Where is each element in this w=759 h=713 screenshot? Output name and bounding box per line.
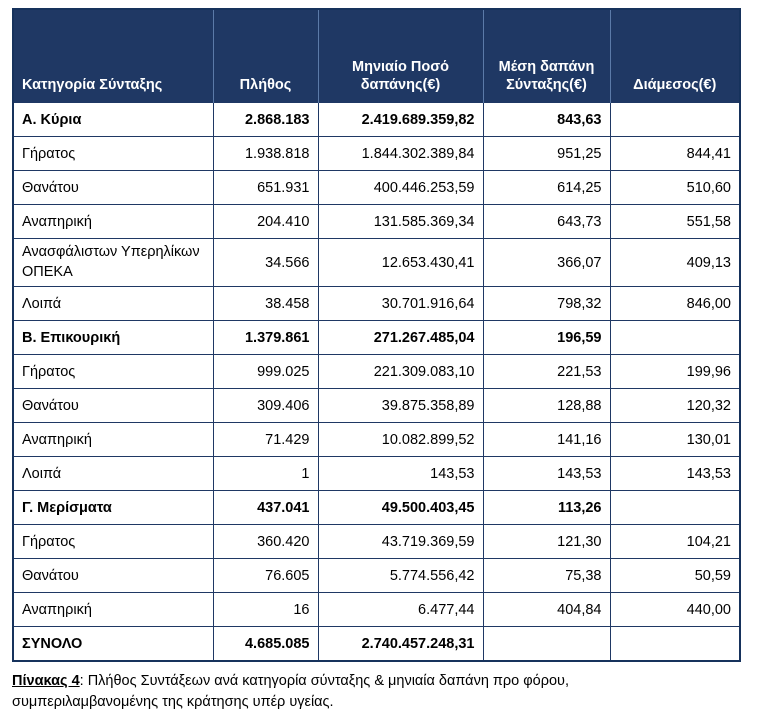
- cell-average-expense: 141,16: [483, 423, 610, 457]
- table-row: [13, 321, 740, 355]
- cell-monthly-amount: 221.309.083,10: [318, 355, 483, 389]
- cell-average-expense: 113,26: [483, 491, 610, 525]
- cell-average-expense: 643,73: [483, 205, 610, 239]
- cell-count: 1: [213, 457, 318, 491]
- cell-category: Αναπηρική: [13, 205, 213, 239]
- cell-median: 130,01: [610, 423, 740, 457]
- cell-count: 1.938.818: [213, 137, 318, 171]
- cell-category: Λοιπά: [13, 457, 213, 491]
- cell-monthly-amount: 39.875.358,89: [318, 389, 483, 423]
- cell-monthly-amount: 400.446.253,59: [318, 171, 483, 205]
- cell-count: 2.868.183: [213, 103, 318, 137]
- cell-category: Γήρατος: [13, 355, 213, 389]
- cell-count: 360.420: [213, 525, 318, 559]
- cell-category: Αναπηρική: [13, 423, 213, 457]
- cell-average-expense: 221,53: [483, 355, 610, 389]
- column-header-count: Πλήθος: [213, 9, 318, 103]
- cell-average-expense: 128,88: [483, 389, 610, 423]
- cell-category: Θανάτου: [13, 559, 213, 593]
- table-row: [13, 355, 740, 389]
- cell-median: 120,32: [610, 389, 740, 423]
- table-row: [13, 287, 740, 321]
- cell-count: 651.931: [213, 171, 318, 205]
- cell-median: [610, 627, 740, 662]
- cell-count: 437.041: [213, 491, 318, 525]
- cell-monthly-amount: 1.844.302.389,84: [318, 137, 483, 171]
- cell-average-expense: 143,53: [483, 457, 610, 491]
- cell-median: 104,21: [610, 525, 740, 559]
- caption-label: Πίνακας 4: [12, 673, 80, 690]
- table-body: [13, 103, 740, 662]
- cell-monthly-amount: 12.653.430,41: [318, 239, 483, 287]
- cell-average-expense: 798,32: [483, 287, 610, 321]
- table-row: [13, 137, 740, 171]
- table-header: [13, 9, 740, 103]
- table-row-total: [13, 627, 740, 662]
- cell-median: [610, 103, 740, 137]
- table-caption: [12, 671, 712, 713]
- cell-count: 4.685.085: [213, 627, 318, 662]
- cell-category: Λοιπά: [13, 287, 213, 321]
- table-row: [13, 423, 740, 457]
- table-header-row: [13, 9, 740, 103]
- cell-count: 204.410: [213, 205, 318, 239]
- caption-text: : Πλήθος Συντάξεων ανά κατηγορία σύνταξης & μηνιαία δαπάνη προ φόρου, συμπεριλαμβανομένης της κράτησης υπέρ υγείας.: [12, 673, 569, 711]
- cell-average-expense: 366,07: [483, 239, 610, 287]
- cell-count: 16: [213, 593, 318, 627]
- table-row: [13, 525, 740, 559]
- cell-count: 76.605: [213, 559, 318, 593]
- cell-median: 409,13: [610, 239, 740, 287]
- cell-median: 143,53: [610, 457, 740, 491]
- cell-median: [610, 321, 740, 355]
- cell-median: 846,00: [610, 287, 740, 321]
- column-header-category: Κατηγορία Σύνταξης: [13, 9, 213, 103]
- cell-median: 440,00: [610, 593, 740, 627]
- column-header-monthly-amount: Μηνιαίο Ποσό δαπάνης(€): [318, 9, 483, 103]
- cell-category: Γήρατος: [13, 137, 213, 171]
- cell-count: 71.429: [213, 423, 318, 457]
- cell-monthly-amount: 49.500.403,45: [318, 491, 483, 525]
- cell-median: 844,41: [610, 137, 740, 171]
- column-header-average-expense: Μέση δαπάνη Σύνταξης(€): [483, 9, 610, 103]
- cell-category: ΣΥΝΟΛΟ: [13, 627, 213, 662]
- cell-category: Θανάτου: [13, 171, 213, 205]
- cell-average-expense: 843,63: [483, 103, 610, 137]
- cell-average-expense: 196,59: [483, 321, 610, 355]
- cell-category: Γήρατος: [13, 525, 213, 559]
- cell-average-expense: 614,25: [483, 171, 610, 205]
- table-row: [13, 239, 740, 287]
- cell-monthly-amount: 30.701.916,64: [318, 287, 483, 321]
- cell-average-expense: 121,30: [483, 525, 610, 559]
- cell-median: [610, 491, 740, 525]
- cell-monthly-amount: 2.419.689.359,82: [318, 103, 483, 137]
- column-header-median: Διάμεσος(€): [610, 9, 740, 103]
- cell-median: 551,58: [610, 205, 740, 239]
- cell-count: 309.406: [213, 389, 318, 423]
- table-row: [13, 389, 740, 423]
- cell-average-expense: 951,25: [483, 137, 610, 171]
- table-row: [13, 491, 740, 525]
- cell-category: Β. Επικουρική: [13, 321, 213, 355]
- table-row: [13, 171, 740, 205]
- cell-median: 50,59: [610, 559, 740, 593]
- cell-monthly-amount: 131.585.369,34: [318, 205, 483, 239]
- cell-monthly-amount: 5.774.556,42: [318, 559, 483, 593]
- pension-statistics-table: [12, 8, 741, 662]
- cell-count: 38.458: [213, 287, 318, 321]
- cell-count: 999.025: [213, 355, 318, 389]
- cell-average-expense: 404,84: [483, 593, 610, 627]
- cell-category: Αναπηρική: [13, 593, 213, 627]
- cell-category: Ανασφάλιστων Υπερηλίκων ΟΠΕΚΑ: [13, 239, 213, 287]
- cell-monthly-amount: 143,53: [318, 457, 483, 491]
- cell-category: Θανάτου: [13, 389, 213, 423]
- cell-monthly-amount: 2.740.457.248,31: [318, 627, 483, 662]
- cell-average-expense: [483, 627, 610, 662]
- table-row: [13, 593, 740, 627]
- cell-monthly-amount: 271.267.485,04: [318, 321, 483, 355]
- cell-monthly-amount: 43.719.369,59: [318, 525, 483, 559]
- cell-category: Α. Κύρια: [13, 103, 213, 137]
- cell-monthly-amount: 6.477,44: [318, 593, 483, 627]
- cell-monthly-amount: 10.082.899,52: [318, 423, 483, 457]
- cell-average-expense: 75,38: [483, 559, 610, 593]
- table-row: [13, 457, 740, 491]
- table-row: [13, 559, 740, 593]
- table-row: [13, 205, 740, 239]
- table-row: [13, 103, 740, 137]
- cell-category: Γ. Μερίσματα: [13, 491, 213, 525]
- cell-count: 34.566: [213, 239, 318, 287]
- cell-median: 510,60: [610, 171, 740, 205]
- cell-median: 199,96: [610, 355, 740, 389]
- cell-count: 1.379.861: [213, 321, 318, 355]
